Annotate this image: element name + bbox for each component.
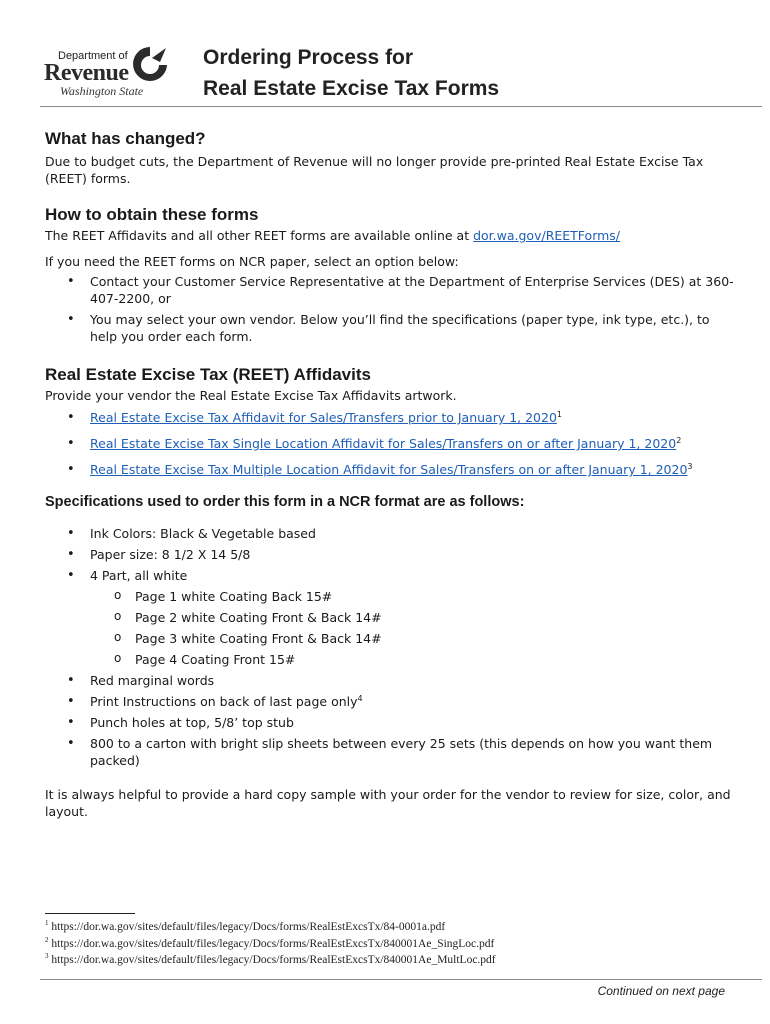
affidavit-links-list xyxy=(45,409,735,478)
affidavits-heading: Real Estate Excise Tax (REET) Affidavits xyxy=(45,365,371,384)
specs-heading: Specifications used to order this form in a NCR format are as follows: xyxy=(45,494,525,510)
page-title xyxy=(203,42,499,104)
list-item xyxy=(45,435,735,452)
footnote xyxy=(45,936,496,953)
footnote xyxy=(45,919,496,936)
closing-text: It is always helpful to provide a hard copy sample with your order for the vendor to review for size, color, and layout. xyxy=(45,787,731,819)
list-item: o Page 3 white Coating Front & Back 14# xyxy=(90,630,735,647)
title-line-2: Real Estate Excise Tax Forms xyxy=(203,77,500,100)
footnote-ref: 1 xyxy=(556,409,563,419)
obtain-forms-prefix: The REET Affidavits and all other REET forms are available online at xyxy=(45,228,474,243)
continued-note: Continued on next page xyxy=(597,984,725,998)
footnote-ref: 4 xyxy=(357,693,363,703)
footnote-number: 3 xyxy=(45,952,49,961)
header-divider xyxy=(40,106,762,107)
footer-divider xyxy=(40,979,762,980)
what-changed-text: Due to budget cuts, the Department of Revenue will no longer provide pre-printed Real Estate Excise Tax (REET) forms. xyxy=(45,154,704,186)
list-item: o Page 1 white Coating Back 15# xyxy=(90,588,735,605)
list-item: • 800 to a carton with bright slip sheets between every 25 sets (this depends on how you want them packed) xyxy=(45,735,735,769)
specs-list xyxy=(45,525,735,769)
ncr-options-list xyxy=(45,273,735,345)
list-item xyxy=(45,461,735,478)
list-item: o Page 2 white Coating Front & Back 14# xyxy=(90,609,735,626)
footnote-divider xyxy=(45,913,135,914)
footnote-ref: 3 xyxy=(687,461,693,471)
list-item xyxy=(45,693,735,710)
list-item xyxy=(45,567,735,668)
list-item: • Paper size: 8 1/2 X 14 5/8 xyxy=(45,546,735,563)
footnote-number: 2 xyxy=(45,935,49,944)
print-instructions-text: Print Instructions on back of last page only xyxy=(90,694,358,709)
footnote-url: https://dor.wa.gov/sites/default/files/legacy/Docs/forms/RealEstExcsTx/840001Ae_SingLoc.pdf xyxy=(48,937,495,950)
list-item: • You may select your own vendor. Below you’ll find the specifications (paper type, ink type, etc.), to help you order each form. xyxy=(45,311,735,345)
dor-logo xyxy=(42,44,174,100)
list-item: • Red marginal words xyxy=(45,672,735,689)
logo-revenue-text: Revenue xyxy=(44,60,129,86)
part-text: 4 Part, all white xyxy=(90,568,188,583)
list-item: • Contact your Customer Service Representative at the Department of Enterprise Services (DES) at 360-407-2200, or xyxy=(45,273,735,307)
obtain-forms-text xyxy=(45,227,735,244)
logo-state-text: Washington State xyxy=(60,84,144,98)
affidavits-intro: Provide your vendor the Real Estate Excise Tax Affidavits artwork. xyxy=(45,388,457,403)
list-item: • Ink Colors: Black & Vegetable based xyxy=(45,525,735,542)
footnote xyxy=(45,952,496,969)
affidavit-multiple-location-link[interactable]: Real Estate Excise Tax Multiple Location Affidavit for Sales/Transfers on or after January 1, 2020 xyxy=(90,462,688,477)
footnote-url: https://dor.wa.gov/sites/default/files/legacy/Docs/forms/RealEstExcsTx/84-0001a.pdf xyxy=(48,921,446,933)
document-body xyxy=(45,130,735,820)
ncr-intro-text: If you need the REET forms on NCR paper, select an option below: xyxy=(45,254,459,269)
reet-forms-link[interactable]: dor.wa.gov/REETForms/ xyxy=(473,228,621,243)
logo-dept-text: Department of xyxy=(58,50,128,62)
footnote-number: 1 xyxy=(45,919,49,928)
list-item: • Punch holes at top, 5/8’ top stub xyxy=(45,714,735,731)
footnote-ref: 2 xyxy=(676,435,682,445)
logo-swirl-icon xyxy=(130,44,170,84)
affidavit-prior-2020-link[interactable]: Real Estate Excise Tax Affidavit for Sales/Transfers prior to January 1, 2020 xyxy=(90,410,557,425)
what-changed-heading: What has changed? xyxy=(45,129,206,148)
page-specs-list xyxy=(90,588,735,668)
affidavit-single-location-link[interactable]: Real Estate Excise Tax Single Location Affidavit for Sales/Transfers on or after January 1, 2020 xyxy=(90,436,677,451)
title-line-1: Ordering Process for xyxy=(203,46,414,69)
list-item xyxy=(45,409,735,426)
list-item: o Page 4 Coating Front 15# xyxy=(90,651,735,668)
footnote-url: https://dor.wa.gov/sites/default/files/legacy/Docs/forms/RealEstExcsTx/840001Ae_MultLoc.pdf xyxy=(48,954,496,966)
page-header xyxy=(0,0,770,110)
obtain-forms-heading: How to obtain these forms xyxy=(45,205,259,224)
footnotes xyxy=(45,919,496,969)
